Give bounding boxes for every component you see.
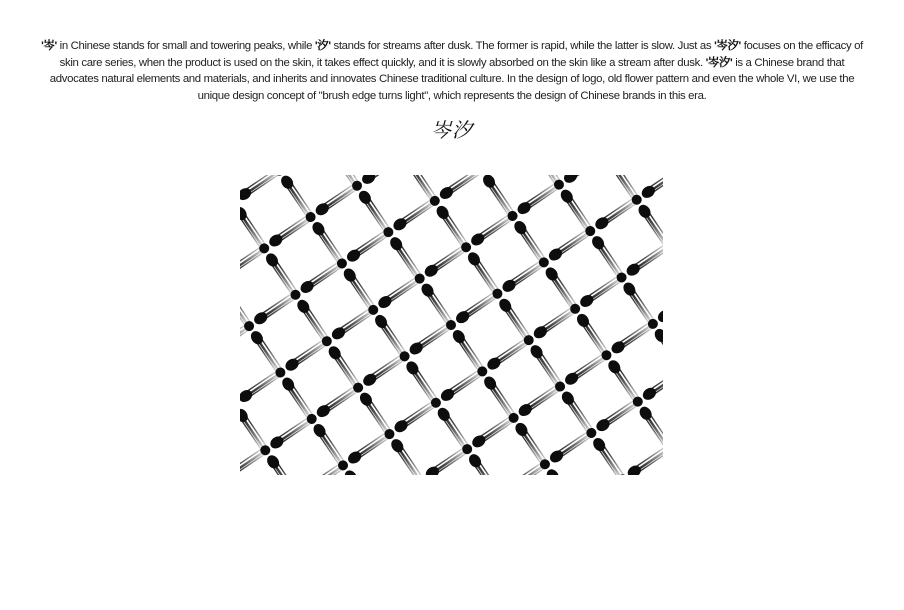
brush-stroke <box>548 430 592 465</box>
brush-stroke <box>295 298 330 342</box>
brush-stroke <box>265 453 300 475</box>
brush-stroke <box>590 234 625 278</box>
brush-stroke <box>609 321 653 356</box>
brush-stroke <box>389 437 424 475</box>
brush-stroke <box>404 359 439 403</box>
brush-stroke <box>656 290 663 325</box>
brush-stroke <box>264 251 299 295</box>
brush-stroke <box>641 367 663 402</box>
brush-stroke <box>578 275 622 310</box>
brush-stroke <box>621 280 656 324</box>
brush-stroke <box>562 175 606 185</box>
brush-stroke <box>240 282 252 326</box>
brush-stroke <box>376 276 420 311</box>
brush-stroke <box>248 329 283 373</box>
brush-stroke <box>392 400 436 435</box>
brush-stroke <box>434 204 469 248</box>
brush-stroke <box>515 182 559 217</box>
brush-stroke <box>469 213 513 248</box>
brush-stroke <box>422 244 466 279</box>
brush-stroke <box>346 431 390 466</box>
description-part-3: focuses on the efficacy of skin care series, when the product is used on the skin, it takes effect quickly, and it is slowly absorbed on the skin like a stream after dusk. <box>59 40 863 69</box>
brush-stroke-pattern <box>240 175 663 475</box>
brush-stroke <box>240 407 268 451</box>
brush-stroke <box>454 291 498 326</box>
brush-stroke <box>516 384 560 419</box>
brush-stroke <box>481 175 516 217</box>
brush-stroke <box>240 370 281 405</box>
brush-stroke <box>575 312 610 356</box>
brush-stroke <box>636 202 663 246</box>
term-brand: '岑汐' <box>714 40 741 52</box>
brush-stroke <box>513 421 548 465</box>
brush-stroke <box>501 461 545 475</box>
brush-stroke <box>465 250 500 294</box>
brush-stroke <box>591 436 626 475</box>
brand-description <box>40 38 864 104</box>
brush-stroke <box>470 415 514 450</box>
brush-stroke <box>314 385 358 420</box>
brush-stroke <box>373 313 408 357</box>
description-part-1: in Chinese stands for small and towering peaks, while <box>56 40 315 52</box>
brush-stroke <box>563 352 607 387</box>
brush-stroke <box>528 343 563 387</box>
brush-stroke <box>559 389 594 433</box>
brush-stroke <box>360 175 404 186</box>
brush-stroke <box>345 229 389 264</box>
brush-stroke <box>544 467 579 475</box>
brush-stroke <box>547 228 591 263</box>
brush-stroke <box>388 235 423 279</box>
brush-stroke <box>652 327 663 371</box>
brush-stroke <box>485 337 529 372</box>
brush-stroke <box>593 197 637 232</box>
term-brand-2: '岑汐' <box>705 56 733 69</box>
brush-stroke <box>512 219 547 263</box>
brush-stroke <box>558 187 593 231</box>
brush-stroke <box>594 399 638 434</box>
brush-stroke <box>497 296 532 340</box>
brush-stroke <box>298 261 342 296</box>
brush-pattern-image <box>240 175 663 475</box>
brush-stroke <box>624 243 663 278</box>
brush-stroke <box>342 468 377 475</box>
brush-stroke <box>330 307 374 342</box>
brush-stroke <box>326 344 361 388</box>
brush-stroke <box>482 374 517 418</box>
term-cen: '岑' <box>41 40 57 52</box>
brush-stroke <box>391 198 435 233</box>
brand-logo: 岑汐 <box>431 118 473 142</box>
brush-stroke <box>606 358 641 402</box>
brush-stroke <box>310 220 345 264</box>
brush-stroke <box>283 338 327 373</box>
description-part-2: stands for streams after dusk. The former is rapid, while the latter is slow. Just as <box>330 40 715 52</box>
brush-stroke <box>313 183 357 218</box>
brush-stroke <box>361 353 405 388</box>
brush-stroke <box>419 281 454 325</box>
brush-stroke <box>279 175 314 218</box>
brush-stroke <box>240 205 267 249</box>
term-xi: '汐' <box>314 40 331 52</box>
brush-stroke <box>356 188 391 232</box>
brush-stroke <box>299 462 343 475</box>
brush-stroke <box>267 214 311 249</box>
brush-stroke <box>625 445 663 475</box>
description-part-4: is a Chinese brand that advocates natural elements and materials, and inherits and innovates Chinese traditional culture. In the design of logo, old flower pattern and even the whole VI, we use the unique design concept of "brush edge turns light", which represents the design of Chinese brands in this era. <box>49 56 855 102</box>
brush-stroke <box>467 452 502 475</box>
brush-stroke <box>639 175 663 200</box>
brush-stroke <box>438 175 482 201</box>
brush-stroke <box>240 175 280 203</box>
brush-stroke <box>439 369 483 404</box>
brush-stroke <box>450 328 485 372</box>
brush-stroke <box>358 390 393 434</box>
brush-stroke <box>531 306 575 341</box>
brush-stroke <box>341 266 376 310</box>
brush-stroke <box>435 405 470 449</box>
brush-stroke <box>268 416 312 451</box>
brush-stroke <box>543 265 578 309</box>
brush-stroke <box>407 322 451 357</box>
brush-stroke <box>280 375 315 419</box>
brush-stroke <box>637 404 663 448</box>
brush-stroke <box>252 292 296 327</box>
brush-stroke <box>500 259 544 294</box>
brush-stroke <box>311 422 346 466</box>
brush-stroke <box>424 446 468 475</box>
